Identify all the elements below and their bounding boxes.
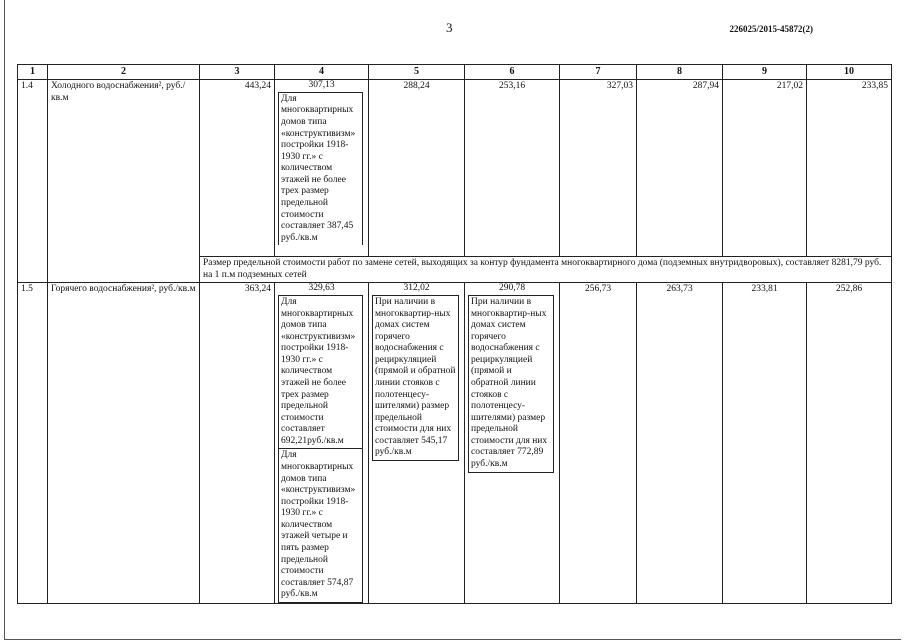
- header-row: [18, 65, 892, 80]
- row-name: Горячего водоснабжения², руб./кв.м: [48, 283, 200, 604]
- cell-with-note: [275, 283, 369, 604]
- cell-with-note: [465, 283, 560, 604]
- col-header: 2: [48, 65, 200, 80]
- row-footer-note: Размер предельной стоимости работ по замене сетей, выходящих за контур фундамента многоквартирного дома (подземных внутридворовых), составляет 8281,79 руб. на 1 п.м подземных сетей: [200, 257, 892, 283]
- cell-value: 288,24: [369, 80, 465, 257]
- cell-value: 252,86: [807, 283, 892, 604]
- table-row: [18, 283, 892, 604]
- cell-value: 217,02: [723, 80, 807, 257]
- cell-value: 329,63: [308, 283, 335, 294]
- col-header: 9: [723, 65, 807, 80]
- cell-value: 287,94: [637, 80, 723, 257]
- col-header: 3: [200, 65, 275, 80]
- cell-note: При наличии в многоквартир-ных домах систем горячего водоснабжения с рециркуляцией (прямой и обратной линии стояков с полотенцесу-шителями) размер предельной стоимости для них составляет 545,17 руб./кв.м: [372, 295, 459, 461]
- cell-with-note: [369, 283, 465, 604]
- cell-note: Для многоквартирных домов типа «конструктивизм» постройки 1918-1930 гг.» с количеством этажей не более трех размер предельной стоимости составляет 387,45 руб./кв.м: [278, 92, 363, 246]
- col-header: 1: [18, 65, 48, 80]
- cell-value: 290,78: [498, 283, 526, 294]
- cell-value: 307,13: [308, 80, 335, 91]
- col-header: 10: [807, 65, 892, 80]
- col-header: 4: [275, 65, 369, 80]
- cell-value: 233,81: [723, 283, 807, 604]
- page-number: 3: [446, 20, 453, 35]
- cell-note: При наличии в многоквартир-ных домах систем горячего водоснабжения с рециркуляцией (прямой и обратной линии стояков с полотенцесу-шителями) размер предельной стоимости для них составляет 772,89 руб./кв.м: [468, 295, 554, 473]
- cell-with-note: [275, 80, 369, 257]
- cell-value: 443,24: [200, 80, 275, 257]
- col-header: 7: [560, 65, 637, 80]
- cell-note: Для многоквартирных домов типа «конструктивизм» постройки 1918-1930 гг.» с количеством этажей не более трех размер предельной стоимости составляет 692,21руб./кв.м: [278, 295, 363, 450]
- cell-value: 256,73: [560, 283, 637, 604]
- col-header: 6: [465, 65, 560, 80]
- row-number: 1.5: [18, 283, 48, 604]
- col-header: 8: [637, 65, 723, 80]
- col-header: 5: [369, 65, 465, 80]
- cell-note: Для многоквартирных домов типа «конструктивизм» постройки 1918-1930 гг.» с количеством этажей четыре и пять размер предельной стоимости составляет 574,87 руб./кв.м: [278, 449, 363, 603]
- cost-table: [17, 64, 892, 604]
- cell-value: 363,24: [200, 283, 275, 604]
- document-id: 226025/2015-45872(2): [729, 24, 813, 34]
- cell-value: 263,73: [637, 283, 723, 604]
- cell-value: 327,03: [560, 80, 637, 257]
- cell-value: 233,85: [807, 80, 892, 257]
- row-number: 1.4: [18, 80, 48, 283]
- table-row: [18, 80, 892, 257]
- row-name: Холодного водоснабжения², руб./кв.м: [48, 80, 200, 283]
- cell-value: 312,02: [403, 283, 430, 294]
- cell-value: 253,16: [465, 80, 560, 257]
